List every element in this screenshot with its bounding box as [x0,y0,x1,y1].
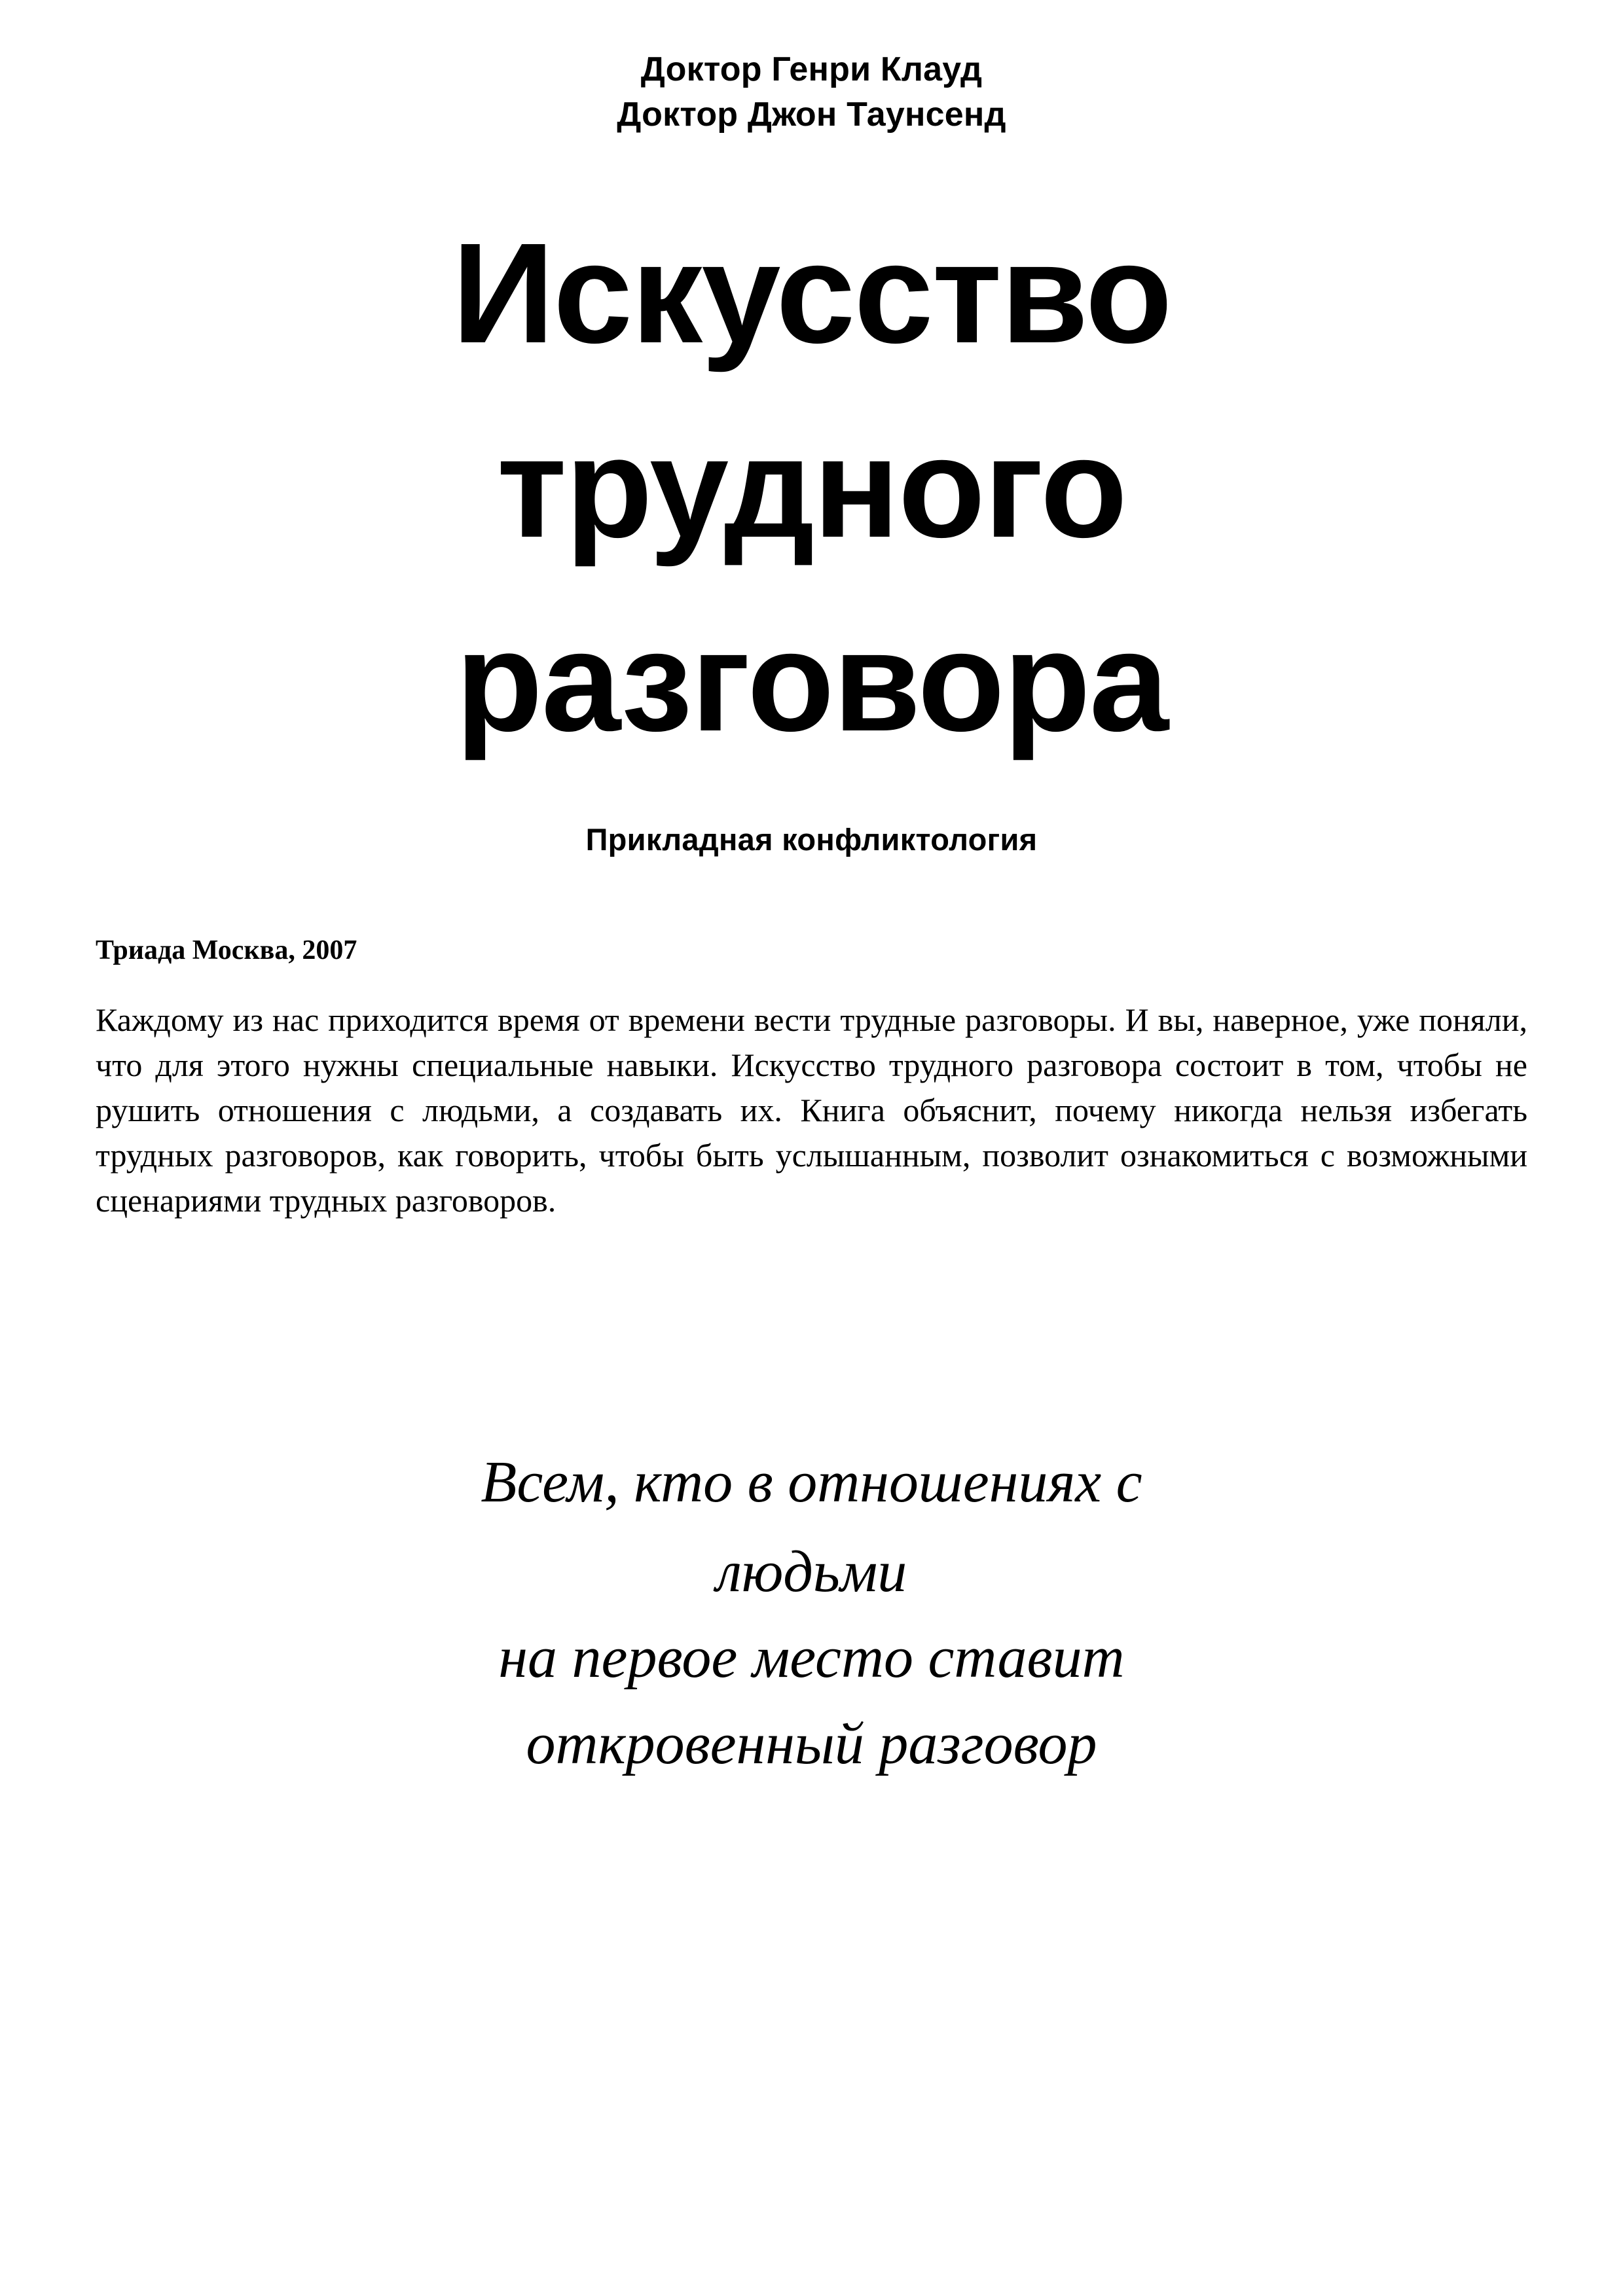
annotation-paragraph: Каждому из нас приходится время от времени вести трудные разговоры. И вы, наверное, уже поняли, что для этого нужны специальные навыки. Искусство трудного разговора состоит в том, чтобы не рушить отношения с людьми, а создавать их. Книга объяснит, почему никогда нельзя избегать трудных разговоров, как говорить, чтобы быть услышанным, позволит ознакомиться с возможными сценариями трудных разговоров. [96,1001,1527,1219]
authors-block [0,47,1623,137]
subtitle: Прикладная конфликтология [585,821,1038,857]
title-line: разговора [455,602,1168,762]
title-line: трудного [496,408,1127,567]
dedication-line: на первое место ставит [498,1625,1125,1691]
imprint-line: Триада Москва, 2007 [96,935,357,965]
dedication-line: людьми [716,1539,907,1605]
page-title [0,197,1623,779]
author-name: Доктор Генри Клауд [640,50,983,88]
dedication-line: откровенный разговор [526,1711,1097,1776]
author-name: Доктор Джон Таунсенд [617,95,1006,134]
dedication-block [124,1439,1499,1787]
title-line: Искусство [452,214,1171,374]
dedication-line: Всем, кто в отношениях с [481,1449,1142,1515]
